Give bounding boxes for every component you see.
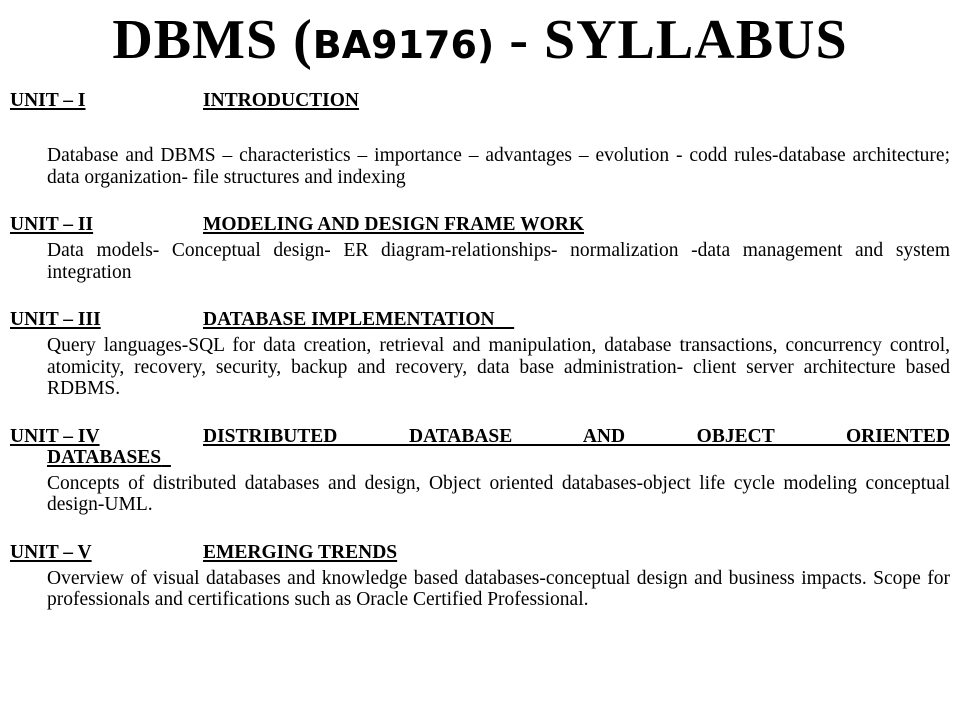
- unit-5: [10, 542, 950, 611]
- unit-3-title-trail: [495, 309, 515, 330]
- page-title: [0, 6, 960, 79]
- unit-1: [10, 90, 950, 188]
- unit-4-description: Concepts of distributed databases and design, Object oriented databases-object life cycle modeling conceptual design-UML.: [47, 472, 950, 515]
- unit-4-title-continued: [47, 447, 950, 468]
- unit-1-number: UNIT – I: [10, 90, 86, 111]
- unit-3: [10, 309, 950, 400]
- unit-2: [10, 214, 950, 283]
- unit-5-number: UNIT – V: [10, 541, 92, 563]
- unit-1-description: Database and DBMS – characteristics – importance – advantages – evolution - codd rules-database architecture; data organization- file structures and indexing: [47, 145, 950, 188]
- unit-4: [10, 426, 950, 516]
- title-suffix: - SYLLABUS: [494, 9, 848, 71]
- unit-4-title-continued-text: DATABASES: [47, 446, 162, 468]
- unit-2-title: MODELING AND DESIGN FRAME WORK: [203, 214, 585, 235]
- unit-4-title-continued-trail: [161, 447, 171, 468]
- title-prefix: DBMS (: [112, 9, 313, 71]
- course-code: BA9176): [312, 23, 495, 67]
- unit-2-heading: [10, 214, 950, 235]
- unit-5-description: Overview of visual databases and knowledge based databases-conceptual design and business impacts. Scope for professionals and certifications such as Oracle Certified Professional.: [47, 567, 950, 610]
- unit-2-number: UNIT – II: [10, 214, 94, 235]
- unit-3-title: DATABASE IMPLEMENTATION: [203, 309, 495, 330]
- unit-1-heading: [10, 90, 950, 111]
- syllabus-units: [10, 90, 950, 611]
- unit-4-heading: [10, 426, 950, 447]
- unit-3-description: Query languages-SQL for data creation, retrieval and manipulation, database transactions, concurrency control, atomicity, recovery, security, backup and recovery, data base administration- client server architecture based RDBMS.: [47, 335, 950, 399]
- unit-5-heading: [10, 542, 950, 563]
- unit-5-title: EMERGING TRENDS: [203, 541, 398, 563]
- unit-3-number: UNIT – III: [10, 309, 101, 330]
- unit-4-number: UNIT – IV: [10, 425, 100, 447]
- unit-4-title: DISTRIBUTED DATABASE AND OBJECT ORIENTED: [203, 425, 950, 447]
- unit-1-title: INTRODUCTION: [203, 90, 360, 111]
- unit-3-heading: [10, 309, 950, 330]
- unit-2-description: Data models- Conceptual design- ER diagram-relationships- normalization -data management and system integration: [47, 240, 950, 283]
